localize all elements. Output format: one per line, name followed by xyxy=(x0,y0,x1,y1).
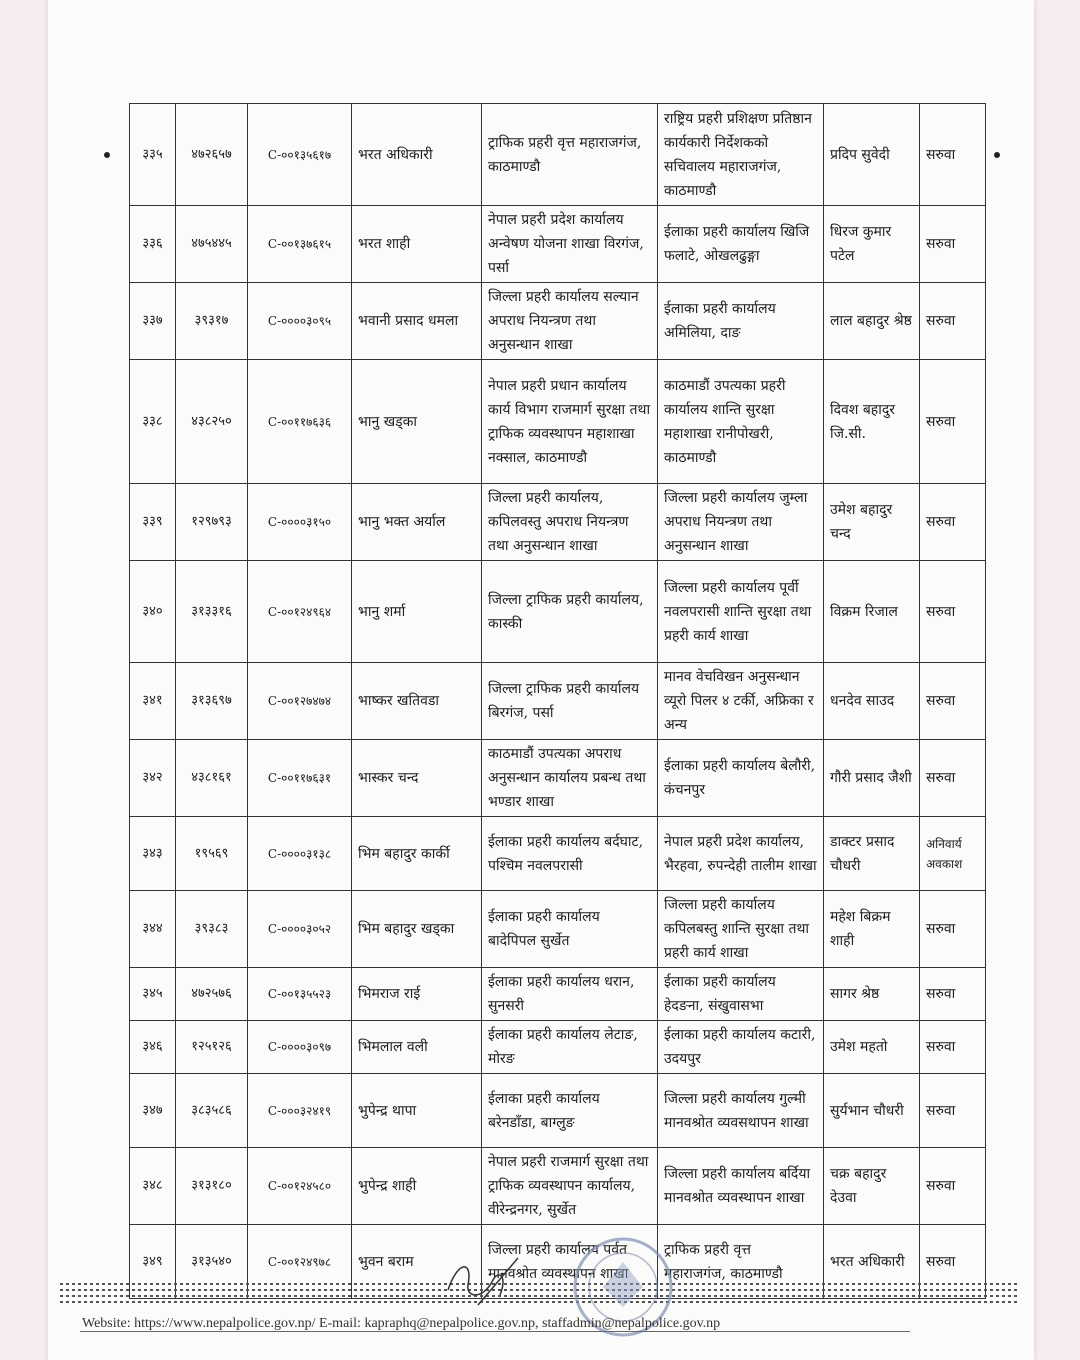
employee-name-cell: भानु भक्त अर्याल xyxy=(352,484,482,561)
status-cell: सरुवा xyxy=(920,740,986,817)
serial-number-cell: ३४३ xyxy=(130,817,176,891)
employee-id-cell: ३१३३१६ xyxy=(176,561,248,663)
employee-name-cell: भानु शर्मा xyxy=(352,561,482,663)
employee-name-cell: भुपेन्द्र थापा xyxy=(352,1074,482,1148)
status-cell: सरुवा xyxy=(920,1148,986,1225)
serial-number-cell: ३३८ xyxy=(130,360,176,484)
employee-code-cell: C-००११७६३६ xyxy=(248,360,352,484)
employee-id-cell: ४७२५७६ xyxy=(176,968,248,1021)
replacement-officer-cell: महेश बिक्रम शाही xyxy=(824,891,920,968)
current-office-cell: जिल्ला ट्राफिक प्रहरी कार्यालय बिरगंज, पर्सा xyxy=(482,663,658,740)
employee-id-cell: ४७२६५७ xyxy=(176,104,248,206)
status-cell: सरुवा xyxy=(920,561,986,663)
transfer-table xyxy=(129,103,986,1299)
employee-id-cell: ३१३५४० xyxy=(176,1225,248,1299)
serial-number-cell: ३४१ xyxy=(130,663,176,740)
replacement-officer-cell: दिवश बहादुर जि.सी. xyxy=(824,360,920,484)
employee-code-cell: C-००००३०९५ xyxy=(248,283,352,360)
replacement-officer-cell: धनदेव साउद xyxy=(824,663,920,740)
employee-code-cell: C-००१३५६१७ xyxy=(248,104,352,206)
employee-name-cell: भिम बहादुर कार्की xyxy=(352,817,482,891)
status-cell: सरुवा xyxy=(920,1225,986,1299)
status-cell: सरुवा xyxy=(920,206,986,283)
employee-name-cell: भास्कर चन्द xyxy=(352,740,482,817)
footer-website-text: Website: https://www.nepalpolice.gov.np/ E-mail: kapraphq@nepalpolice.gov.np, staffadmin@nepalpolice.gov.np xyxy=(82,1316,721,1331)
employee-id-cell: ३८३५८६ xyxy=(176,1074,248,1148)
employee-code-cell: C-००१२४५८० xyxy=(248,1148,352,1225)
status-cell: सरुवा xyxy=(920,104,986,206)
employee-code-cell: C-००००३१५० xyxy=(248,484,352,561)
table-row xyxy=(130,1074,986,1148)
employee-code-cell: C-००११७६३१ xyxy=(248,740,352,817)
current-office-cell: नेपाल प्रहरी राजमार्ग सुरक्षा तथा ट्राफिक व्यवस्थापन कार्यालय, वीरेन्द्रनगर, सुर्खेत xyxy=(482,1148,658,1225)
status-cell: सरुवा xyxy=(920,283,986,360)
employee-code-cell: C-००१३५५२३ xyxy=(248,968,352,1021)
transfer-office-cell: ईलाका प्रहरी कार्यालय खिजि फलाटे, ओखलढुङ्गा xyxy=(658,206,824,283)
current-office-cell: काठमाडौं उपत्यका अपराध अनुसन्धान कार्यालय प्रबन्ध तथा भण्डार शाखा xyxy=(482,740,658,817)
current-office-cell: जिल्ला ट्राफिक प्रहरी कार्यालय, कास्की xyxy=(482,561,658,663)
employee-name-cell: भवानी प्रसाद धमला xyxy=(352,283,482,360)
status-cell: अनिवार्य अवकाश xyxy=(920,817,986,891)
employee-id-cell: ४७५४४५ xyxy=(176,206,248,283)
table-row xyxy=(130,1021,986,1074)
status-cell: सरुवा xyxy=(920,891,986,968)
replacement-officer-cell: लाल बहादुर श्रेष्ठ xyxy=(824,283,920,360)
table-row xyxy=(130,817,986,891)
status-cell: सरुवा xyxy=(920,484,986,561)
table-row xyxy=(130,740,986,817)
serial-number-cell: ३४७ xyxy=(130,1074,176,1148)
employee-name-cell: भिम बहादुर खड्का xyxy=(352,891,482,968)
current-office-cell: ईलाका प्रहरी कार्यालय धरान, सुनसरी xyxy=(482,968,658,1021)
transfer-office-cell: ईलाका प्रहरी कार्यालय कटारी, उदयपुर xyxy=(658,1021,824,1074)
serial-number-cell: ३३९ xyxy=(130,484,176,561)
status-cell: सरुवा xyxy=(920,1021,986,1074)
serial-number-cell: ३३५ xyxy=(130,104,176,206)
transfer-office-cell: नेपाल प्रहरी प्रदेश कार्यालय, भैरहवा, रुपन्देही तालीम शाखा xyxy=(658,817,824,891)
employee-id-cell: ४३८१६१ xyxy=(176,740,248,817)
replacement-officer-cell: विक्रम रिजाल xyxy=(824,561,920,663)
current-office-cell: जिल्ला प्रहरी कार्यालय, कपिलवस्तु अपराध नियन्त्रण तथा अनुसन्धान शाखा xyxy=(482,484,658,561)
employee-id-cell: ३१३१८० xyxy=(176,1148,248,1225)
replacement-officer-cell: प्रदिप सुवेदी xyxy=(824,104,920,206)
table-row xyxy=(130,104,986,206)
status-cell: सरुवा xyxy=(920,360,986,484)
table-row xyxy=(130,968,986,1021)
transfer-office-cell: ट्राफिक प्रहरी वृत्त महाराजगंज, काठमाण्डौ xyxy=(658,1225,824,1299)
serial-number-cell: ३४५ xyxy=(130,968,176,1021)
employee-code-cell: C-००००३०९७ xyxy=(248,1021,352,1074)
transfer-office-cell: मानव वेचविखन अनुसन्धान व्यूरो पिलर ४ टर्की, अफ्रिका र अन्य xyxy=(658,663,824,740)
serial-number-cell: ३३६ xyxy=(130,206,176,283)
serial-number-cell: ३४० xyxy=(130,561,176,663)
transfer-office-cell: जिल्ला प्रहरी कार्यालय जुम्ला अपराध नियन्त्रण तथा अनुसन्धान शाखा xyxy=(658,484,824,561)
status-cell: सरुवा xyxy=(920,968,986,1021)
current-office-cell: ईलाका प्रहरी कार्यालय लेटाङ, मोरङ xyxy=(482,1021,658,1074)
signature xyxy=(438,1250,528,1310)
employee-name-cell: भरत शाही xyxy=(352,206,482,283)
transfer-office-cell: जिल्ला प्रहरी कार्यालय बर्दिया मानवश्रोत व्यवस्थापन शाखा xyxy=(658,1148,824,1225)
serial-number-cell: ३४४ xyxy=(130,891,176,968)
replacement-officer-cell: सुर्यभान चौधरी xyxy=(824,1074,920,1148)
employee-name-cell: भिमराज राई xyxy=(352,968,482,1021)
footer-rule xyxy=(80,1331,910,1332)
current-office-cell: ईलाका प्रहरी कार्यालय बादेपिपल सुर्खेत xyxy=(482,891,658,968)
table-row xyxy=(130,206,986,283)
serial-number-cell: ३३७ xyxy=(130,283,176,360)
replacement-officer-cell: डाक्टर प्रसाद चौधरी xyxy=(824,817,920,891)
employee-id-cell: १२५१२६ xyxy=(176,1021,248,1074)
employee-name-cell: भुवन बराम xyxy=(352,1225,482,1299)
employee-name-cell: भानु खड्का xyxy=(352,360,482,484)
serial-number-cell: ३४८ xyxy=(130,1148,176,1225)
table-row xyxy=(130,283,986,360)
status-cell: सरुवा xyxy=(920,663,986,740)
table-row xyxy=(130,561,986,663)
employee-name-cell: भुपेन्द्र शाही xyxy=(352,1148,482,1225)
replacement-officer-cell: धिरज कुमार पटेल xyxy=(824,206,920,283)
transfer-office-cell: राष्ट्रिय प्रहरी प्रशिक्षण प्रतिष्ठान कार्यकारी निर्देशकको सचिवालय महाराजगंज, काठमाण्डौ xyxy=(658,104,824,206)
replacement-officer-cell: उमेश महतो xyxy=(824,1021,920,1074)
replacement-officer-cell: सागर श्रेष्ठ xyxy=(824,968,920,1021)
current-office-cell: नेपाल प्रहरी प्रदेश कार्यालय अन्वेषण योजना शाखा विरगंज, पर्सा xyxy=(482,206,658,283)
employee-code-cell: C-००१२४९६४ xyxy=(248,561,352,663)
employee-code-cell: C-००१२४९७८ xyxy=(248,1225,352,1299)
employee-id-cell: ३९३१७ xyxy=(176,283,248,360)
transfer-office-cell: जिल्ला प्रहरी कार्यालय कपिलबस्तु शान्ति सुरक्षा तथा प्रहरी कार्य शाखा xyxy=(658,891,824,968)
employee-id-cell: १२९७९३ xyxy=(176,484,248,561)
employee-name-cell: भिमलाल वली xyxy=(352,1021,482,1074)
table-row xyxy=(130,1148,986,1225)
serial-number-cell: ३४२ xyxy=(130,740,176,817)
employee-code-cell: C-००१२७४७४ xyxy=(248,663,352,740)
current-office-cell: जिल्ला प्रहरी कार्यालय सल्यान अपराध नियन्त्रण तथा अनुसन्धान शाखा xyxy=(482,283,658,360)
margin-dot-right xyxy=(994,152,1000,158)
employee-id-cell: ३१३६९७ xyxy=(176,663,248,740)
current-office-cell: ट्राफिक प्रहरी वृत्त महाराजगंज, काठमाण्डौ xyxy=(482,104,658,206)
margin-dot-left xyxy=(104,152,110,158)
employee-id-cell: ४३८२५० xyxy=(176,360,248,484)
serial-number-cell: ३४९ xyxy=(130,1225,176,1299)
transfer-office-cell: ईलाका प्रहरी कार्यालय हेदङना, संखुवासभा xyxy=(658,968,824,1021)
replacement-officer-cell: भरत अधिकारी xyxy=(824,1225,920,1299)
current-office-cell: जिल्ला प्रहरी कार्यालय पर्वत मानवश्रोत व्यवस्थापन शाखा xyxy=(482,1225,658,1299)
status-cell: सरुवा xyxy=(920,1074,986,1148)
employee-code-cell: C-००१३७६१५ xyxy=(248,206,352,283)
table-row xyxy=(130,663,986,740)
table-row xyxy=(130,891,986,968)
employee-code-cell: C-०००३२४१९ xyxy=(248,1074,352,1148)
replacement-officer-cell: गौरी प्रसाद जैशी xyxy=(824,740,920,817)
employee-id-cell: ३९३८३ xyxy=(176,891,248,968)
employee-name-cell: भाष्कर खतिवडा xyxy=(352,663,482,740)
replacement-officer-cell: उमेश बहादुर चन्द xyxy=(824,484,920,561)
serial-number-cell: ३४६ xyxy=(130,1021,176,1074)
employee-code-cell: C-००००३१३८ xyxy=(248,817,352,891)
employee-name-cell: भरत अधिकारी xyxy=(352,104,482,206)
employee-code-cell: C-००००३०५२ xyxy=(248,891,352,968)
employee-id-cell: १९५६९ xyxy=(176,817,248,891)
current-office-cell: ईलाका प्रहरी कार्यालय बरेनडाँडा, बाग्लुङ xyxy=(482,1074,658,1148)
transfer-office-cell: जिल्ला प्रहरी कार्यालय गुल्मी मानवश्रोत व्यवसथापन शाखा xyxy=(658,1074,824,1148)
transfer-office-cell: काठमाडौं उपत्यका प्रहरी कार्यालय शान्ति सुरक्षा महाशाखा रानीपोखरी, काठमाण्डौ xyxy=(658,360,824,484)
current-office-cell: नेपाल प्रहरी प्रधान कार्यालय कार्य विभाग राजमार्ग सुरक्षा तथा ट्राफिक व्यवस्थापन महाशाखा नक्साल, काठमाण्डौ xyxy=(482,360,658,484)
replacement-officer-cell: चक्र बहादुर देउवा xyxy=(824,1148,920,1225)
transfer-office-cell: ईलाका प्रहरी कार्यालय बेलौरी, कंचनपुर xyxy=(658,740,824,817)
transfer-office-cell: जिल्ला प्रहरी कार्यालय पूर्वी नवलपरासी शान्ति सुरक्षा तथा प्रहरी कार्य शाखा xyxy=(658,561,824,663)
table-row xyxy=(130,360,986,484)
current-office-cell: ईलाका प्रहरी कार्यालय बर्दघाट, पश्चिम नवलपरासी xyxy=(482,817,658,891)
transfer-office-cell: ईलाका प्रहरी कार्यालय अमिलिया, दाङ xyxy=(658,283,824,360)
table-row xyxy=(130,484,986,561)
